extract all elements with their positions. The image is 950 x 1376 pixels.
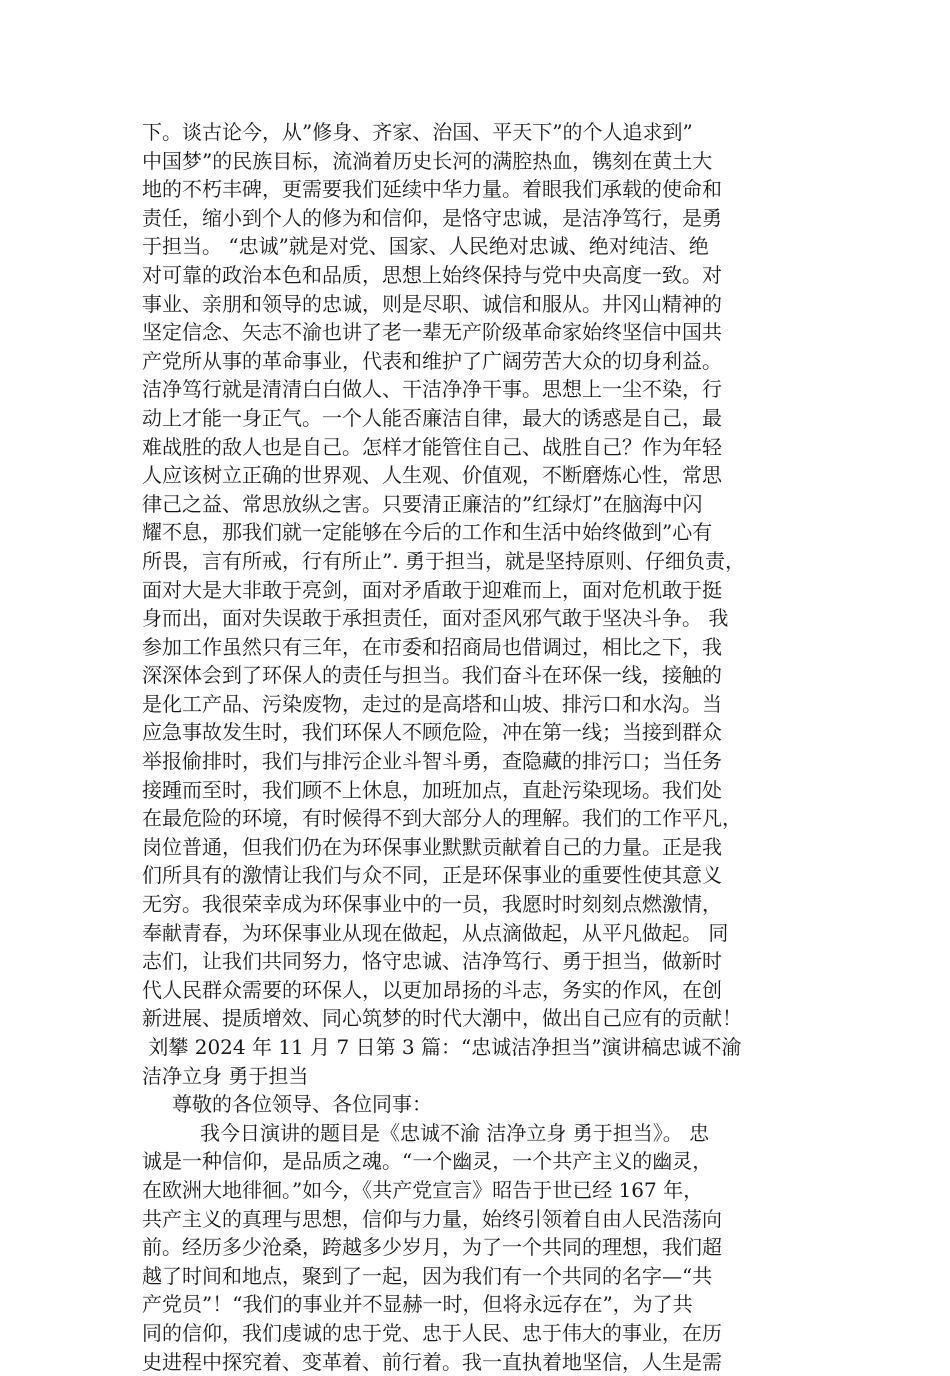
text-line: 新进展、提质增效、同心筑梦的时代大潮中，做出自己应有的贡献！: [142, 1006, 742, 1031]
text-line: 身而出，面对失误敢于承担责任，面对歪风邪气敢于坚决斗争。 我: [142, 606, 729, 631]
text-line: 在欧洲大地徘徊。”如今，《共产党宣言》昭告于世已经 167 年，: [142, 1177, 704, 1202]
text-line: 应急事故发生时，我们环保人不顾危险，冲在第一线；当接到群众: [142, 720, 722, 745]
text-line: 中国梦”的民族目标，流淌着历史长河的满腔热血，镌刻在黄土大: [142, 148, 713, 173]
text-line: 刘攀 2024 年 11 月 7 日第 3 篇：“忠诚洁净担当”演讲稿忠诚不渝: [142, 1035, 742, 1059]
text-line: 代人民群众需要的环保人，以更加昂扬的斗志，务实的作风，在创: [142, 977, 722, 1002]
text-line: 洁净立身 勇于担当: [142, 1063, 309, 1088]
speech-first-line: 我今日演讲的题目是《忠诚不渝 洁净立身 勇于担当》。 忠: [200, 1120, 710, 1145]
text-line: 难战胜的敌人也是自己。怎样才能管住自己、战胜自己？作为年轻: [142, 434, 722, 459]
text-line: 参加工作虽然只有三年，在市委和招商局也借调过，相比之下，我: [142, 634, 722, 659]
text-line: 动上才能一身正气。一个人能否廉洁自律，最大的诱惑是自己，最: [142, 405, 722, 430]
text-line: 志们，让我们共同努力，恪守忠诚、洁净笃行、勇于担当，做新时: [142, 949, 722, 974]
text-line: 产党所从事的革命事业，代表和维护了广阔劳苦大众的切身利益。: [142, 348, 722, 373]
text-line: 举报偷排时，我们与排污企业斗智斗勇，查隐藏的排污口；当任务: [142, 749, 722, 774]
text-line: 诚是一种信仰，是品质之魂。“一个幽灵，一个共产主义的幽灵，: [142, 1149, 713, 1174]
text-line: 于担当。 “忠诚”就是对党、国家、人民绝对忠诚、绝对纯洁、绝: [142, 234, 709, 259]
text-line: 岗位普通，但我们仍在为环保事业默默贡献着自己的力量。正是我: [142, 834, 722, 859]
text-line: 越了时间和地点，聚到了一起，因为我们有一个共同的名字—“共: [142, 1263, 713, 1288]
salutation: 尊敬的各位领导、各位同事：: [172, 1092, 432, 1117]
text-line: 无穷。我很荣幸成为环保事业中的一员，我愿时时刻刻点燃激情，: [142, 892, 722, 917]
text-line: 产党员”！“我们的事业并不显赫一时，但将永远存在”，为了共: [142, 1292, 693, 1317]
document-body: [142, 118, 824, 1090]
text-line: 们所具有的激情让我们与众不同，正是环保事业的重要性使其意义: [142, 863, 722, 888]
text-line: 对可靠的政治本色和品质，思想上始终保持与党中央高度一致。对: [142, 262, 722, 287]
text-line: 耀不息，那我们就一定能够在今后的工作和生活中始终做到”心有: [142, 520, 713, 545]
text-line: 接踵而至时，我们顾不上休息，加班加点，直赴污染现场。我们处: [142, 777, 722, 802]
document-page: [142, 118, 824, 1376]
text-line: 同的信仰，我们虔诚的忠于党、忠于人民、忠于伟大的事业，在历: [142, 1320, 722, 1345]
text-line: 洁净笃行就是清清白白做人、干洁净净干事。思想上一尘不染，行: [142, 377, 722, 402]
text-line: 人应该树立正确的世界观、人生观、价值观，不断磨炼心性，常思: [142, 463, 722, 488]
text-line: 在最危险的环境，有时候得不到大部分人的理解。我们的工作平凡，: [142, 806, 742, 831]
text-line: 深深体会到了环保人的责任与担当。我们奋斗在环保一线，接触的: [142, 663, 722, 688]
text-line: 史进程中探究着、变革着、前行着。我一直执着地坚信，人生是需: [142, 1349, 722, 1374]
text-line: 律己之益、常思放纵之害。只要清正廉洁的”红绿灯”在脑海中闪: [142, 491, 703, 516]
text-line: 所畏，言有所戒，行有所止”. 勇于担当，就是坚持原则、仔细负责，: [142, 548, 745, 573]
text-line: 事业、亲朋和领导的忠诚，则是尽职、诚信和服从。井冈山精神的: [142, 291, 722, 316]
text-line: 面对大是大非敢于亮剑，面对矛盾敢于迎难而上，面对危机敢于挺: [142, 577, 722, 602]
text-line: 共产主义的真理与思想，信仰与力量，始终引领着自由人民浩荡向: [142, 1206, 722, 1231]
text-line: 地的不朽丰碑，更需要我们延续中华力量。着眼我们承载的使命和: [142, 177, 722, 202]
text-line: 下。谈古论今，从”修身、齐家、治国、平天下”的个人追求到”: [142, 120, 693, 144]
text-line: 是化工产品、污染废物，走过的是高塔和山坡、排污口和水沟。当: [142, 691, 722, 716]
text-line: 责任，缩小到个人的修为和信仰，是恪守忠诚，是洁净笃行，是勇: [142, 205, 722, 230]
text-line: 前。经历多少沧桑，跨越多少岁月，为了一个共同的理想，我们超: [142, 1235, 722, 1260]
text-line: 奉献青春，为环保事业从现在做起，从点滴做起，从平凡做起。 同: [142, 920, 729, 945]
text-line: 坚定信念、矢志不渝也讲了老一辈无产阶级革命家始终坚信中国共: [142, 320, 722, 345]
speech-paragraph: [142, 1147, 824, 1376]
